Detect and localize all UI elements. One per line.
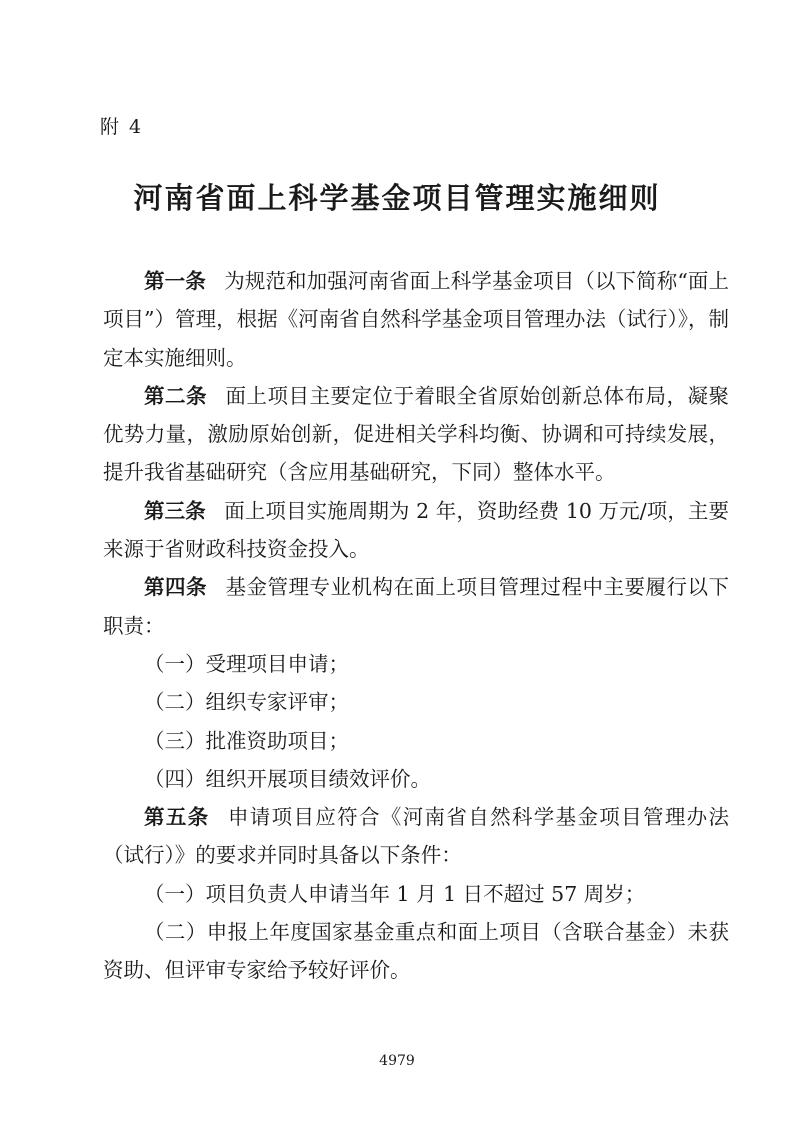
article-2	[103, 377, 729, 492]
article-5-item: （一）项目负责人申请当年 1 月 1 日不超过 57 周岁；	[144, 881, 646, 906]
article-4-item: （三）批准资助项目；	[144, 728, 349, 753]
article-text: 基金管理专业机构在面上项目管理过程中主要履行以下职责：	[103, 575, 730, 638]
article-3	[103, 492, 729, 569]
attachment-label: 附 4	[100, 116, 144, 138]
page-number: 4979	[379, 1053, 415, 1069]
document-body	[103, 262, 729, 990]
article-text: 面上项目实施周期为 2 年，资助经费 10 万元/项，主要来源于省财政科技资金投入。	[103, 498, 729, 562]
document-title: 河南省面上科学基金项目管理实施细则	[133, 181, 661, 215]
article-5-item: （二）申报上年度国家基金重点和面上项目（含联合基金）未获资助、但评审专家给予较好评价。	[103, 920, 729, 983]
article-heading: 第二条	[144, 383, 208, 408]
article-heading: 第三条	[144, 498, 206, 523]
article-heading: 第四条	[144, 575, 208, 600]
article-1	[103, 262, 729, 377]
article-4-item: （四）组织开展项目绩效评价。	[144, 766, 431, 791]
article-4	[103, 568, 729, 645]
article-4-item: （二）组织专家评审；	[144, 690, 349, 715]
article-text: 面上项目主要定位于着眼全省原始创新总体布局，凝聚优势力量，激励原始创新，促进相关学科均衡、协调和可持续发展，提升我省基础研究（含应用基础研究，下同）整体水平。	[103, 383, 730, 485]
article-5	[103, 798, 729, 875]
article-heading: 第一条	[144, 269, 206, 293]
article-text: 申请项目应符合《河南省自然科学基金项目管理办法（试行）》的要求并同时具备以下条件：	[103, 805, 730, 868]
article-4-item: （一）受理项目申请；	[144, 651, 349, 676]
article-heading: 第五条	[144, 805, 210, 830]
article-text: 为规范和加强河南省面上科学基金项目（以下简称“面上项目”）管理，根据《河南省自然科学基金项目管理办法（试行）》，制定本实施细则。	[103, 269, 730, 370]
